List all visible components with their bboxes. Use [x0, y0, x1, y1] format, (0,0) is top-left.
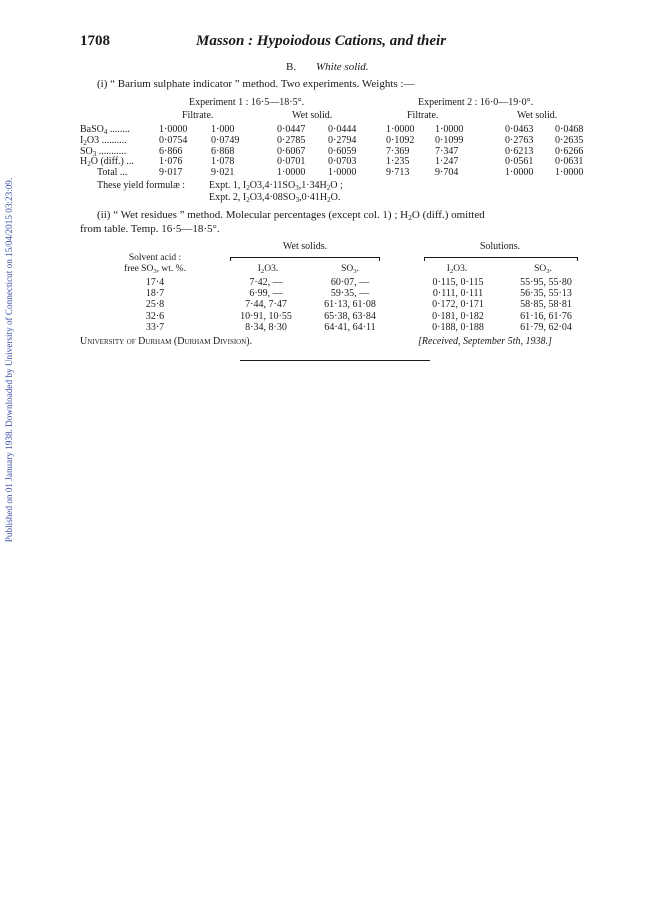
solutions-brace: [424, 257, 578, 262]
method-ii-line-2: from table. Temp. 16·5—18·5°.: [80, 223, 220, 235]
table1-cell: 1·0000: [386, 124, 415, 135]
table2-wet-i2o3-cell: 10·91, 10·55: [240, 311, 292, 322]
wet-solids-label: Wet solids.: [282, 241, 328, 252]
table1-cell: 0·0561: [505, 156, 534, 167]
table1-cell: 0·0703: [328, 156, 357, 167]
exp2-filtrate-label: Filtrate.: [407, 110, 439, 121]
table1-cell: 9·017: [159, 167, 183, 178]
sol-so3-header: $SO_3$.: [534, 264, 552, 275]
exp2-title: Experiment 2 : 16·0—19·0°.: [418, 97, 534, 108]
section-label: B.: [286, 61, 297, 73]
table2-solvent-cell: 18·7: [145, 288, 165, 299]
table1-cell: 0·2763: [505, 135, 534, 146]
table1-cell: 0·0701: [277, 156, 306, 167]
exp1-filtrate-label: Filtrate.: [182, 110, 214, 121]
table1-cell: 1·247: [435, 156, 459, 167]
table2-wet-so3-cell: 59·35, —: [330, 288, 370, 299]
exp1-title: Experiment 1 : 16·5—18·5°.: [189, 97, 305, 108]
page-number: 1708: [80, 33, 110, 49]
table2-solvent-cell: 33·7: [145, 322, 165, 333]
table1-cell: 9·704: [435, 167, 459, 178]
table1-row-label: $I_2O3$ ..........: [80, 135, 127, 147]
table1-cell: 1·0000: [159, 124, 188, 135]
table1-cell: 0·6067: [277, 146, 306, 157]
method-ii-line-1: (ii) “ Wet residues ” method. Molecular percentages (except col. 1) ; $H_2O$ (diff.) omitted: [97, 209, 485, 222]
received-date: [Received, September 5th, 1938.]: [418, 336, 552, 347]
table1-cell: 1·076: [159, 156, 183, 167]
table1-cell: 6·866: [159, 146, 183, 157]
table2-wet-i2o3-cell: 8·34, 8·30: [245, 322, 287, 333]
table1-cell: 7·369: [386, 146, 410, 157]
table1-cell: 0·0631: [555, 156, 584, 167]
formula-expt-1: Expt. 1, $I_2O3,4\cdot 11SO_3,1\cdot 34H_2O$ ;: [209, 180, 343, 192]
table1-row-label: Total ...: [97, 167, 128, 178]
exp2-wet-solid-label: Wet solid.: [517, 110, 558, 121]
table1-cell: 1·000: [211, 124, 235, 135]
exp1-wet-solid-label: Wet solid.: [292, 110, 333, 121]
table1-cell: 0·0463: [505, 124, 534, 135]
table1-cell: 0·6266: [555, 146, 584, 157]
table2-sol-so3-cell: 61·16, 61·76: [520, 311, 572, 322]
table1-cell: 0·0444: [328, 124, 357, 135]
table1-cell: 9·021: [211, 167, 235, 178]
table1-cell: 0·6059: [328, 146, 357, 157]
formula-expt-2: Expt. 2, $I_2O3,4\cdot 08SO_3,0\cdot 41H_2O$.: [209, 192, 341, 204]
table2-wet-i2o3-cell: 6·99, —: [249, 288, 283, 299]
method-i-heading: (i) “ Barium sulphate indicator ” method. Two experiments. Weights :—: [97, 78, 415, 90]
table2-sol-so3-cell: 55·95, 55·80: [520, 277, 572, 288]
table2-sol-i2o3-cell: 0·111, 0·111: [432, 288, 484, 299]
solutions-label: Solutions.: [479, 241, 521, 252]
table1-cell: 6·868: [211, 146, 235, 157]
table1-cell: 0·1092: [386, 135, 415, 146]
table1-row-label: BaSO$_4$ ........: [80, 124, 130, 136]
table1-cell: 0·0468: [555, 124, 584, 135]
table2-sol-i2o3-cell: 0·115, 0·115: [432, 277, 484, 288]
table1-cell: 1·0000: [555, 167, 584, 178]
table1-cell: 0·2635: [555, 135, 584, 146]
solvent-label-1: Solvent acid :: [128, 253, 182, 263]
table2-solvent-cell: 25·8: [145, 299, 165, 310]
table2-wet-so3-cell: 65·38, 63·84: [324, 311, 376, 322]
running-title: Masson : Hypoiodous Cations, and their: [196, 33, 447, 49]
wet-so3-header: $SO_3$.: [341, 264, 359, 275]
table2-sol-i2o3-cell: 0·172, 0·171: [432, 299, 484, 310]
table1-cell: 0·0749: [211, 135, 240, 146]
table1-cell: 1·235: [386, 156, 410, 167]
table2-sol-so3-cell: 61·79, 62·04: [520, 322, 572, 333]
wet-solids-brace: [230, 257, 380, 262]
table1-cell: 1·078: [211, 156, 235, 167]
wet-i2o3-header: $I_2O3$.: [257, 264, 279, 275]
table2-sol-i2o3-cell: 0·188, 0·188: [432, 322, 484, 333]
institution: University of Durham (Durham Division).: [80, 336, 253, 347]
table2-wet-i2o3-cell: 7·44, 7·47: [245, 299, 287, 310]
table1-row-label: $SO_3$ ...........: [80, 146, 127, 158]
table2-sol-so3-cell: 56·35, 55·13: [520, 288, 572, 299]
formulae-intro: These yield formulæ :: [97, 180, 186, 191]
table2-wet-so3-cell: 61·13, 61·08: [324, 299, 376, 310]
table2-solvent-cell: 17·4: [145, 277, 165, 288]
table1-cell: 0·2794: [328, 135, 357, 146]
table1-cell: 0·0754: [159, 135, 188, 146]
table1-cell: 0·6213: [505, 146, 534, 157]
table2-wet-so3-cell: 64·41, 64·11: [324, 322, 376, 333]
table1-cell: 1·0000: [277, 167, 306, 178]
table1-row-label: $H_2O$ (diff.) ...: [80, 156, 134, 168]
table1-cell: 1·0000: [505, 167, 534, 178]
table1-cell: 7·347: [435, 146, 459, 157]
solvent-label-2: free $SO_3$, wt. %.: [124, 264, 186, 275]
table2-wet-i2o3-cell: 7·42, —: [249, 277, 283, 288]
table1-cell: 9·713: [386, 167, 410, 178]
table2-solvent-cell: 32·6: [145, 311, 165, 322]
table1-cell: 0·2785: [277, 135, 306, 146]
end-rule: [240, 360, 430, 361]
sol-i2o3-header: $I_2O3$.: [446, 264, 468, 275]
table1-cell: 1·0000: [435, 124, 464, 135]
table2-sol-so3-cell: 58·85, 58·81: [520, 299, 572, 310]
table1-cell: 0·1099: [435, 135, 464, 146]
table1-cell: 0·0447: [277, 124, 306, 135]
section-title: White solid.: [316, 61, 369, 73]
table2-wet-so3-cell: 60·07, —: [330, 277, 370, 288]
table1-cell: 1·0000: [328, 167, 357, 178]
table2-sol-i2o3-cell: 0·181, 0·182: [432, 311, 484, 322]
download-watermark: Published on 01 January 1938. Downloaded by University of Connecticut on 15/04/2015 03:23:09.: [4, 177, 14, 543]
